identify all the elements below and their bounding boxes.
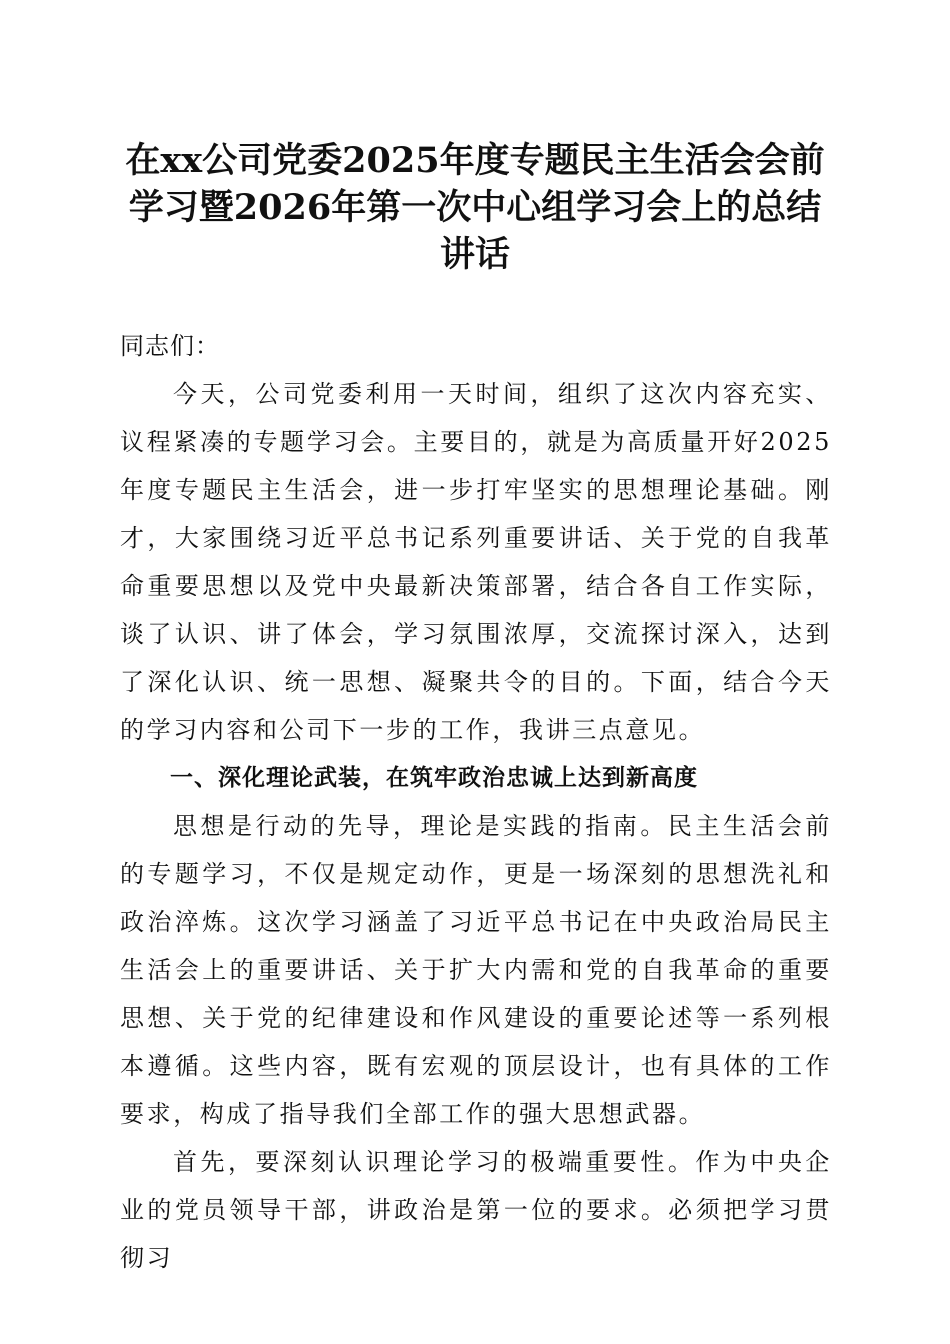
title-line-2: 学习暨2026年第一次中心组学习会上的总结 <box>128 187 822 228</box>
intro-paragraph: 今天，公司党委利用一天时间，组织了这次内容充实、议程紧凑的专题学习会。主要目的，就是为高质量开好2025年度专题民主生活会，进一步打牢坚实的思想理论基础。刚才，大家围绕习近平总书记系列重要讲话、关于党的自我革命重要思想以及党中央最新决策部署，结合各自工作实际，谈了认识、讲了体会，学习氛围浓厚，交流探讨深入，达到了深化认识、统一思想、凝聚共令的目的。下面，结合今天的学习内容和公司下一步的工作，我讲三点意见。 <box>120 380 832 744</box>
document-title <box>100 137 850 278</box>
section-paragraph-1: 思想是行动的先导，理论是实践的指南。民主生活会前的专题学习，不仅是规定动作，更是一场深刻的思想洗礼和政治淬炼。这次学习涵盖了习近平总书记在中央政治局民主生活会上的重要讲话、关于扩大内需和党的自我革命的重要思想、关于党的纪律建设和作风建设的重要论述等一系列根本遵循。这些内容，既有宏观的顶层设计，也有具体的工作要求，构成了指导我们全部工作的强大思想武器。 <box>120 812 832 1128</box>
section-heading: 一、深化理论武装，在筑牢政治忠诚上达到新高度 <box>170 765 698 791</box>
greeting: 同志们： <box>120 332 220 360</box>
title-line-1: 在xx公司党委2025年度专题民主生活会会前 <box>125 140 825 181</box>
document-body <box>120 322 832 1282</box>
title-line-3: 讲话 <box>439 234 510 275</box>
section-paragraph-2: 首先，要深刻认识理论学习的极端重要性。作为中央企业的党员领导干部，讲政治是第一位的要求。必须把学习贯彻习 <box>120 1148 832 1272</box>
